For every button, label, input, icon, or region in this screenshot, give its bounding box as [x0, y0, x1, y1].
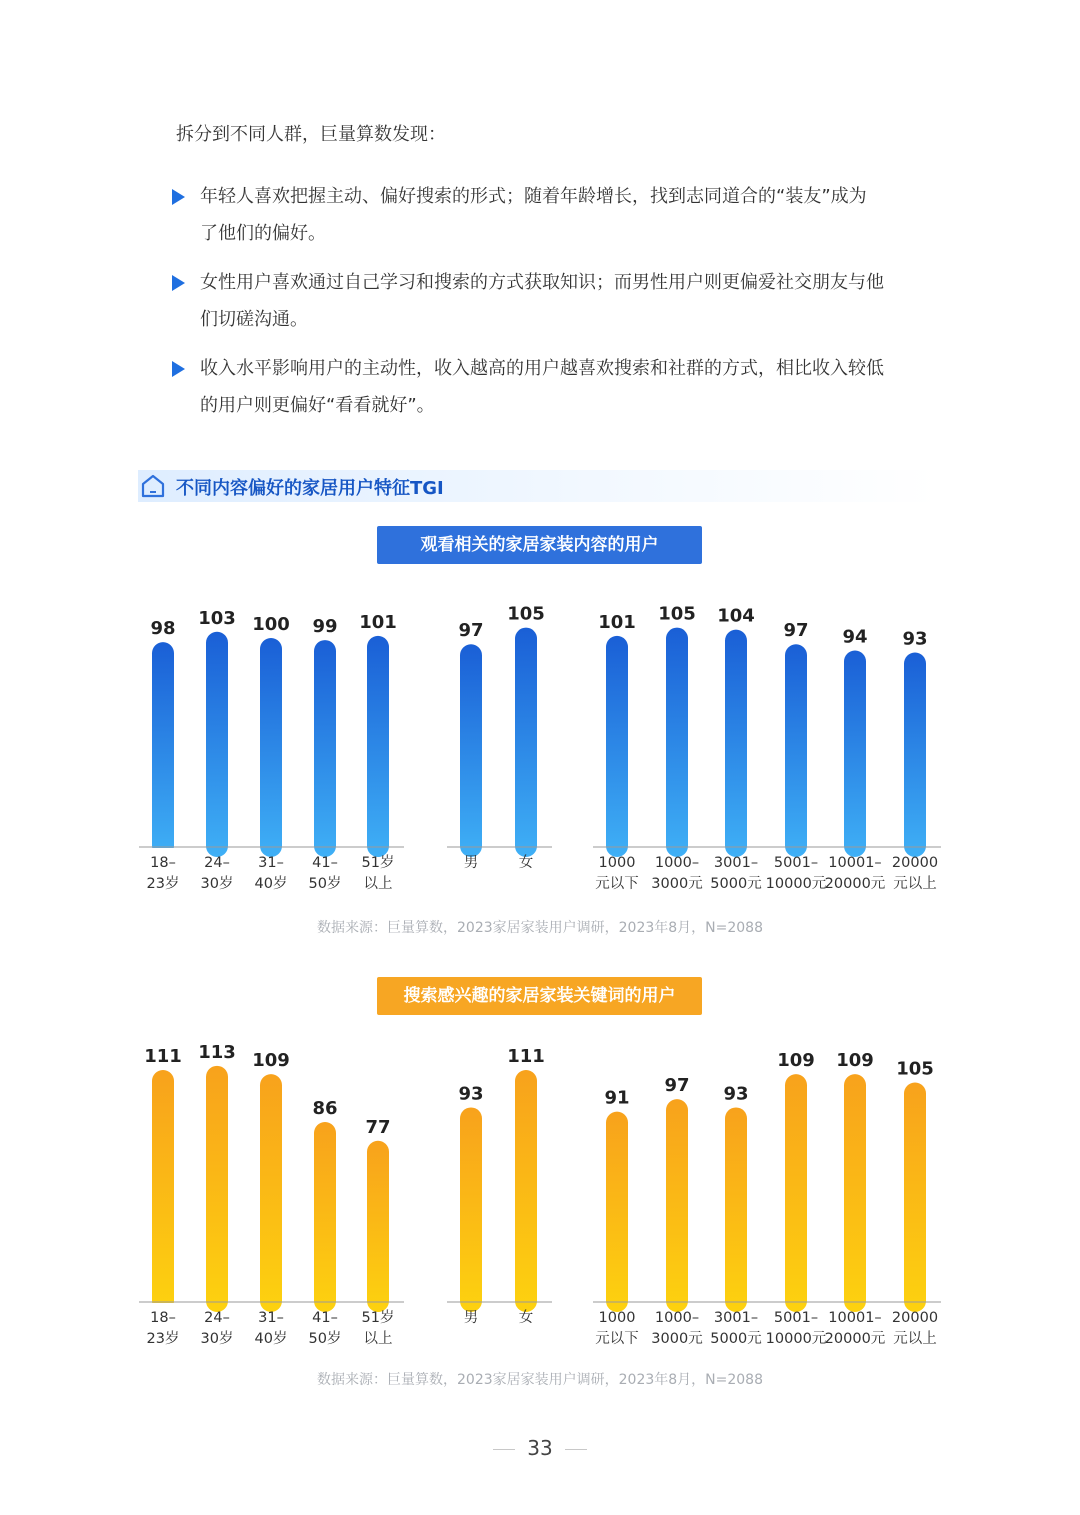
- category-label: 3000元: [651, 1331, 703, 1347]
- bar: [152, 642, 174, 857]
- chart-title-search: 搜索感兴趣的家居家装关键词的用户: [377, 977, 702, 1015]
- bar: [666, 1099, 688, 1312]
- category-label: 51岁: [361, 855, 395, 871]
- category-label: 3001–: [713, 1310, 759, 1326]
- category-label: 男: [463, 1310, 479, 1326]
- bar: [260, 638, 282, 857]
- data-label: 99: [312, 616, 338, 638]
- data-label: 103: [198, 607, 236, 629]
- category-label: 30岁: [200, 1331, 234, 1347]
- category-label: 50岁: [308, 1331, 342, 1347]
- data-label: 77: [365, 1116, 391, 1138]
- bar-chart-search: [0, 1040, 1080, 1355]
- category-label: 20000元: [824, 876, 886, 892]
- category-label: 10001–: [828, 1310, 882, 1326]
- finding-item: [170, 264, 930, 338]
- data-label: 94: [842, 626, 868, 648]
- category-label: 30岁: [200, 876, 234, 892]
- category-label: 31–: [258, 1310, 284, 1326]
- bar: [844, 650, 866, 857]
- category-label: 3000元: [651, 876, 703, 892]
- data-label: 105: [896, 1058, 934, 1080]
- data-label: 109: [252, 1050, 290, 1072]
- category-label: 5001–: [773, 1310, 819, 1326]
- data-label: 111: [507, 1046, 545, 1067]
- category-label: 18–: [150, 1310, 176, 1326]
- category-label: 18–: [150, 855, 176, 871]
- data-label: 93: [723, 1083, 749, 1105]
- bar: [725, 630, 747, 857]
- bar: [904, 1082, 926, 1312]
- data-label: 97: [458, 620, 484, 642]
- bar: [152, 1070, 174, 1312]
- finding-line: 了他们的偏好。: [200, 223, 326, 244]
- bar: [206, 632, 228, 857]
- data-label: 105: [658, 603, 696, 625]
- bar: [260, 1074, 282, 1312]
- data-label: 109: [836, 1050, 874, 1072]
- category-label: 50岁: [308, 876, 342, 892]
- bar: [785, 1074, 807, 1312]
- section-header: [138, 470, 938, 502]
- category-label: 10000元: [765, 876, 827, 892]
- category-label: 20000: [891, 855, 939, 871]
- data-label: 93: [458, 1083, 484, 1105]
- finding-line: 们切磋沟通。: [200, 309, 308, 330]
- chart-source-view: 数据来源：巨量算数，2023家居家装用户调研，2023年8月，N=2088: [317, 920, 763, 936]
- category-label: 1000–: [654, 855, 700, 871]
- category-label: 24–: [204, 855, 230, 871]
- section-title: 不同内容偏好的家居用户特征TGI: [176, 478, 444, 499]
- triangle-bullet-icon: [172, 275, 185, 291]
- finding-item: [170, 350, 930, 424]
- category-label: 元以下: [595, 1331, 639, 1347]
- category-label: 1000–: [654, 1310, 700, 1326]
- category-label: 23岁: [146, 876, 180, 892]
- category-label: 40岁: [254, 1331, 288, 1347]
- category-label: 3001–: [713, 855, 759, 871]
- chart-title-view: 观看相关的家居家装内容的用户: [377, 526, 702, 564]
- category-label: 女: [518, 855, 534, 871]
- bar: [314, 640, 336, 857]
- bar: [314, 1122, 336, 1312]
- bar: [725, 1107, 747, 1312]
- chart-source-search: 数据来源：巨量算数，2023家居家装用户调研，2023年8月，N=2088: [317, 1372, 763, 1388]
- category-label: 23岁: [146, 1331, 180, 1347]
- bar: [606, 1112, 628, 1312]
- category-label: 41–: [312, 1310, 338, 1326]
- intro-text: 拆分到不同人群，巨量算数发现：: [176, 124, 446, 145]
- divider: [565, 1449, 587, 1450]
- category-label: 1000: [598, 855, 636, 871]
- data-label: 113: [198, 1041, 236, 1063]
- finding-line: 的用户则更偏好“看看就好”。: [200, 395, 435, 416]
- data-label: 100: [252, 614, 290, 635]
- finding-line: 女性用户喜欢通过自己学习和搜索的方式获取知识；而男性用户则更偏爱社交朋友与他: [200, 272, 884, 293]
- category-label: 31–: [258, 855, 284, 871]
- category-label: 元以上: [893, 1331, 937, 1347]
- category-label: 5000元: [710, 876, 762, 892]
- category-label: 51岁: [361, 1310, 395, 1326]
- category-label: 1000: [598, 1310, 636, 1326]
- category-label: 男: [463, 855, 479, 871]
- data-label: 111: [144, 1046, 182, 1067]
- category-label: 5000元: [710, 1331, 762, 1347]
- data-label: 86: [312, 1098, 338, 1120]
- bar: [844, 1074, 866, 1312]
- finding-item: [170, 178, 930, 252]
- triangle-bullet-icon: [172, 361, 185, 377]
- category-label: 以上: [363, 1331, 393, 1347]
- data-label: 105: [507, 603, 545, 625]
- category-label: 元以上: [893, 876, 937, 892]
- category-label: 20000: [891, 1310, 939, 1326]
- data-label: 109: [777, 1050, 815, 1072]
- data-label: 101: [598, 611, 636, 633]
- bar: [904, 653, 926, 857]
- bar: [515, 628, 537, 857]
- data-label: 104: [717, 605, 755, 627]
- category-label: 5001–: [773, 855, 819, 871]
- page-number-text: 33: [527, 1436, 553, 1460]
- triangle-bullet-icon: [172, 189, 185, 205]
- bar: [515, 1070, 537, 1312]
- category-label: 以上: [363, 876, 393, 892]
- bar: [606, 636, 628, 857]
- data-label: 93: [902, 628, 928, 650]
- bar: [460, 644, 482, 857]
- category-label: 41–: [312, 855, 338, 871]
- category-label: 40岁: [254, 876, 288, 892]
- data-label: 97: [783, 620, 809, 642]
- bar: [460, 1107, 482, 1312]
- house-icon: [140, 473, 166, 499]
- category-label: 24–: [204, 1310, 230, 1326]
- data-label: 98: [150, 618, 176, 640]
- bar: [785, 644, 807, 857]
- finding-line: 收入水平影响用户的主动性，收入越高的用户越喜欢搜索和社群的方式，相比收入较低: [200, 358, 884, 379]
- data-label: 101: [359, 611, 397, 633]
- data-label: 97: [664, 1075, 690, 1097]
- category-label: 女: [518, 1310, 534, 1326]
- finding-line: 年轻人喜欢把握主动、偏好搜索的形式；随着年龄增长，找到志同道合的“装友”成为: [200, 186, 867, 207]
- bar-chart-view: [0, 590, 1080, 900]
- bar: [206, 1066, 228, 1312]
- findings-list: [170, 178, 930, 436]
- bar: [666, 628, 688, 857]
- bar: [367, 636, 389, 857]
- bar: [367, 1141, 389, 1312]
- category-label: 20000元: [824, 1331, 886, 1347]
- category-label: 10001–: [828, 855, 882, 871]
- data-label: 91: [604, 1087, 630, 1109]
- category-label: 10000元: [765, 1331, 827, 1347]
- divider: [493, 1449, 515, 1450]
- page-number: [0, 1436, 1080, 1460]
- category-label: 元以下: [595, 876, 639, 892]
